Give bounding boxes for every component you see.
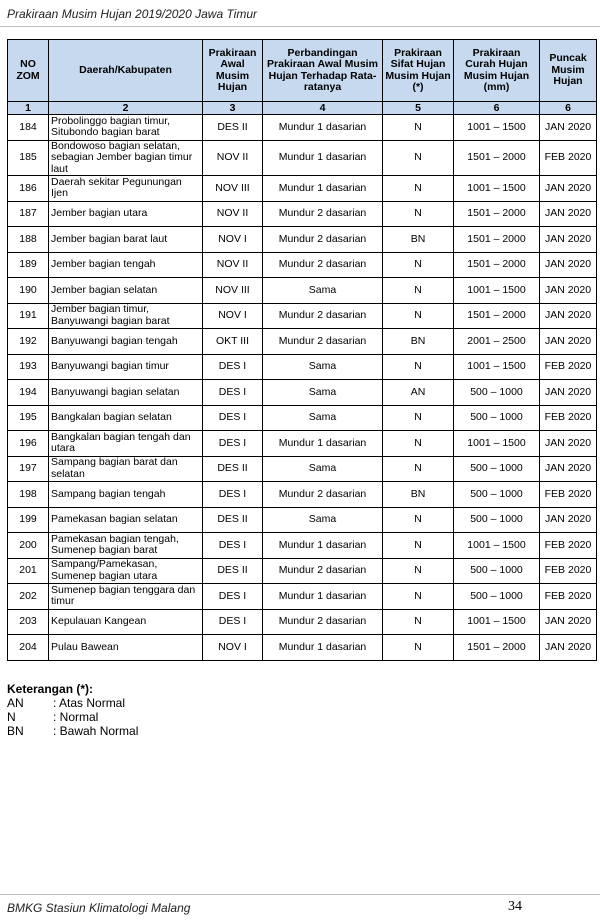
cell-curah: 500 – 1000 [454,405,540,431]
cell-curah: 1001 – 1500 [454,278,540,304]
legend-desc: : Atas Normal [53,696,126,710]
cell-daerah: Pulau Bawean [49,635,203,661]
cell-perbandingan: Sama [263,507,383,533]
cell-curah: 1501 – 2000 [454,227,540,253]
cell-puncak: JAN 2020 [540,507,597,533]
cell-puncak: JAN 2020 [540,380,597,406]
cell-awal: NOV I [203,303,263,329]
cell-sifat: N [383,558,454,584]
cell-sifat: N [383,405,454,431]
cell-daerah: Banyuwangi bagian tengah [49,329,203,355]
cell-sifat: N [383,354,454,380]
cell-puncak: JAN 2020 [540,456,597,482]
cell-awal: OKT III [203,329,263,355]
cell-curah: 2001 – 2500 [454,329,540,355]
table-row [8,252,597,278]
cell-puncak: JAN 2020 [540,252,597,278]
cell-daerah: Jember bagian utara [49,201,203,227]
cell-puncak: JAN 2020 [540,635,597,661]
cell-perbandingan: Mundur 2 dasarian [263,558,383,584]
cell-sifat: AN [383,380,454,406]
table-row [8,507,597,533]
cell-awal: DES II [203,456,263,482]
cell-sifat: BN [383,329,454,355]
cell-puncak: FEB 2020 [540,533,597,559]
cell-daerah: Sampang bagian barat dan selatan [49,456,203,482]
column-number: 5 [383,102,454,115]
cell-daerah: Jember bagian barat laut [49,227,203,253]
cell-no-zom: 202 [8,584,49,610]
table-row [8,201,597,227]
cell-curah: 1001 – 1500 [454,609,540,635]
cell-no-zom: 201 [8,558,49,584]
cell-sifat: N [383,115,454,141]
cell-no-zom: 193 [8,354,49,380]
cell-sifat: N [383,252,454,278]
cell-curah: 1501 – 2000 [454,252,540,278]
column-number: 1 [8,102,49,115]
cell-sifat: N [383,584,454,610]
cell-perbandingan: Mundur 2 dasarian [263,201,383,227]
table-row [8,227,597,253]
cell-daerah: Banyuwangi bagian selatan [49,380,203,406]
cell-no-zom: 204 [8,635,49,661]
cell-no-zom: 203 [8,609,49,635]
page-header-title: Prakiraan Musim Hujan 2019/2020 Jawa Timur [7,7,258,21]
legend-code: BN [7,724,24,738]
cell-daerah: Bangkalan bagian tengah dan utara [49,431,203,457]
legend-desc: : Bawah Normal [53,724,139,738]
cell-no-zom: 198 [8,482,49,508]
cell-curah: 500 – 1000 [454,380,540,406]
cell-sifat: N [383,176,454,202]
cell-awal: DES II [203,115,263,141]
table-row [8,115,597,141]
footer-divider [0,894,600,895]
cell-daerah: Bangkalan bagian selatan [49,405,203,431]
cell-curah: 500 – 1000 [454,584,540,610]
table-row [8,140,597,176]
cell-daerah: Bondowoso bagian selatan, sebagian Jember bagian timur laut [49,140,203,176]
table-row [8,354,597,380]
cell-no-zom: 196 [8,431,49,457]
cell-awal: DES I [203,405,263,431]
cell-perbandingan: Sama [263,456,383,482]
col-header-no-zom: NO ZOM [8,40,49,102]
table-row [8,329,597,355]
cell-sifat: N [383,635,454,661]
cell-curah: 1001 – 1500 [454,431,540,457]
cell-no-zom: 189 [8,252,49,278]
column-number: 3 [203,102,263,115]
table-row [8,176,597,202]
cell-awal: DES I [203,380,263,406]
cell-perbandingan: Sama [263,405,383,431]
header-divider [0,26,600,27]
cell-awal: DES I [203,533,263,559]
col-header-curah: Prakiraan Curah Hujan Musim Hujan (mm) [454,40,540,102]
cell-perbandingan: Mundur 2 dasarian [263,482,383,508]
cell-awal: NOV II [203,140,263,176]
page-number: 34 [508,899,522,914]
footer-source: BMKG Stasiun Klimatologi Malang [7,901,191,915]
cell-awal: DES I [203,354,263,380]
cell-puncak: FEB 2020 [540,482,597,508]
legend-code: AN [7,696,24,710]
cell-puncak: FEB 2020 [540,584,597,610]
table-row [8,380,597,406]
cell-perbandingan: Mundur 2 dasarian [263,303,383,329]
cell-puncak: JAN 2020 [540,227,597,253]
cell-puncak: JAN 2020 [540,431,597,457]
cell-sifat: N [383,303,454,329]
cell-no-zom: 187 [8,201,49,227]
cell-curah: 500 – 1000 [454,558,540,584]
cell-daerah: Daerah sekitar Pegunungan Ijen [49,176,203,202]
col-header-perbandingan: Perbandingan Prakiraan Awal Musim Hujan Terhadap Rata-ratanya [263,40,383,102]
cell-curah: 1501 – 2000 [454,303,540,329]
cell-awal: NOV III [203,176,263,202]
cell-sifat: N [383,431,454,457]
table-row [8,482,597,508]
legend-desc: : Normal [53,710,99,724]
cell-daerah: Sumenep bagian tenggara dan timur [49,584,203,610]
cell-awal: NOV II [203,201,263,227]
column-number-row [8,102,597,115]
cell-curah: 500 – 1000 [454,507,540,533]
cell-sifat: N [383,456,454,482]
cell-no-zom: 184 [8,115,49,141]
cell-perbandingan: Mundur 1 dasarian [263,533,383,559]
cell-puncak: JAN 2020 [540,176,597,202]
cell-perbandingan: Mundur 1 dasarian [263,584,383,610]
cell-curah: 1001 – 1500 [454,176,540,202]
cell-puncak: FEB 2020 [540,405,597,431]
legend-item [7,710,138,724]
legend [7,682,138,738]
cell-awal: NOV I [203,635,263,661]
cell-perbandingan: Sama [263,278,383,304]
cell-curah: 1001 – 1500 [454,115,540,141]
cell-sifat: BN [383,482,454,508]
cell-perbandingan: Mundur 1 dasarian [263,176,383,202]
legend-item [7,696,138,710]
cell-curah: 1501 – 2000 [454,635,540,661]
cell-awal: DES I [203,482,263,508]
cell-perbandingan: Mundur 2 dasarian [263,329,383,355]
table-row [8,558,597,584]
forecast-table [7,39,597,661]
cell-puncak: JAN 2020 [540,329,597,355]
cell-no-zom: 195 [8,405,49,431]
cell-curah: 500 – 1000 [454,482,540,508]
table-row [8,278,597,304]
cell-sifat: N [383,507,454,533]
cell-daerah: Banyuwangi bagian timur [49,354,203,380]
cell-perbandingan: Mundur 1 dasarian [263,140,383,176]
cell-perbandingan: Mundur 2 dasarian [263,252,383,278]
col-header-puncak: Puncak Musim Hujan [540,40,597,102]
cell-puncak: FEB 2020 [540,140,597,176]
cell-perbandingan: Sama [263,380,383,406]
cell-daerah: Jember bagian selatan [49,278,203,304]
cell-awal: DES I [203,584,263,610]
cell-perbandingan: Sama [263,354,383,380]
column-number: 4 [263,102,383,115]
cell-awal: DES II [203,558,263,584]
table-row [8,584,597,610]
cell-daerah: Jember bagian timur, Banyuwangi bagian barat [49,303,203,329]
table-row [8,303,597,329]
cell-no-zom: 191 [8,303,49,329]
cell-sifat: N [383,278,454,304]
table-row [8,456,597,482]
table-header-row [8,40,597,102]
table-row [8,533,597,559]
col-header-awal: Prakiraan Awal Musim Hujan [203,40,263,102]
cell-puncak: JAN 2020 [540,115,597,141]
legend-item [7,724,138,738]
cell-puncak: JAN 2020 [540,303,597,329]
cell-daerah: Sampang/Pamekasan, Sumenep bagian utara [49,558,203,584]
cell-daerah: Pamekasan bagian selatan [49,507,203,533]
cell-sifat: N [383,609,454,635]
table-row [8,431,597,457]
legend-code: N [7,710,16,724]
cell-puncak: FEB 2020 [540,558,597,584]
cell-no-zom: 199 [8,507,49,533]
cell-curah: 1501 – 2000 [454,140,540,176]
cell-sifat: N [383,140,454,176]
cell-no-zom: 188 [8,227,49,253]
column-number: 2 [49,102,203,115]
cell-no-zom: 200 [8,533,49,559]
cell-perbandingan: Mundur 2 dasarian [263,227,383,253]
cell-puncak: JAN 2020 [540,201,597,227]
table-row [8,635,597,661]
table-row [8,609,597,635]
cell-awal: NOV II [203,252,263,278]
cell-perbandingan: Mundur 1 dasarian [263,115,383,141]
cell-curah: 500 – 1000 [454,456,540,482]
column-number: 6 [540,102,597,115]
cell-perbandingan: Mundur 2 dasarian [263,609,383,635]
cell-no-zom: 197 [8,456,49,482]
cell-puncak: JAN 2020 [540,609,597,635]
cell-no-zom: 190 [8,278,49,304]
cell-awal: NOV I [203,227,263,253]
col-header-sifat: Prakiraan Sifat Hujan Musim Hujan (*) [383,40,454,102]
cell-awal: DES I [203,609,263,635]
cell-perbandingan: Mundur 1 dasarian [263,431,383,457]
cell-daerah: Probolinggo bagian timur, Situbondo bagian barat [49,115,203,141]
cell-no-zom: 192 [8,329,49,355]
cell-awal: NOV III [203,278,263,304]
legend-title: Keterangan (*): [7,682,94,696]
cell-sifat: N [383,201,454,227]
cell-sifat: N [383,533,454,559]
cell-daerah: Kepulauan Kangean [49,609,203,635]
column-number: 6 [454,102,540,115]
cell-awal: DES I [203,431,263,457]
cell-curah: 1501 – 2000 [454,201,540,227]
cell-no-zom: 186 [8,176,49,202]
cell-perbandingan: Mundur 1 dasarian [263,635,383,661]
cell-no-zom: 185 [8,140,49,176]
cell-daerah: Sampang bagian tengah [49,482,203,508]
cell-awal: DES II [203,507,263,533]
cell-puncak: JAN 2020 [540,278,597,304]
cell-daerah: Pamekasan bagian tengah, Sumenep bagian barat [49,533,203,559]
cell-daerah: Jember bagian tengah [49,252,203,278]
cell-no-zom: 194 [8,380,49,406]
col-header-daerah: Daerah/Kabupaten [49,40,203,102]
cell-sifat: BN [383,227,454,253]
cell-puncak: FEB 2020 [540,354,597,380]
table-row [8,405,597,431]
cell-curah: 1001 – 1500 [454,354,540,380]
cell-curah: 1001 – 1500 [454,533,540,559]
table-body [8,115,597,661]
